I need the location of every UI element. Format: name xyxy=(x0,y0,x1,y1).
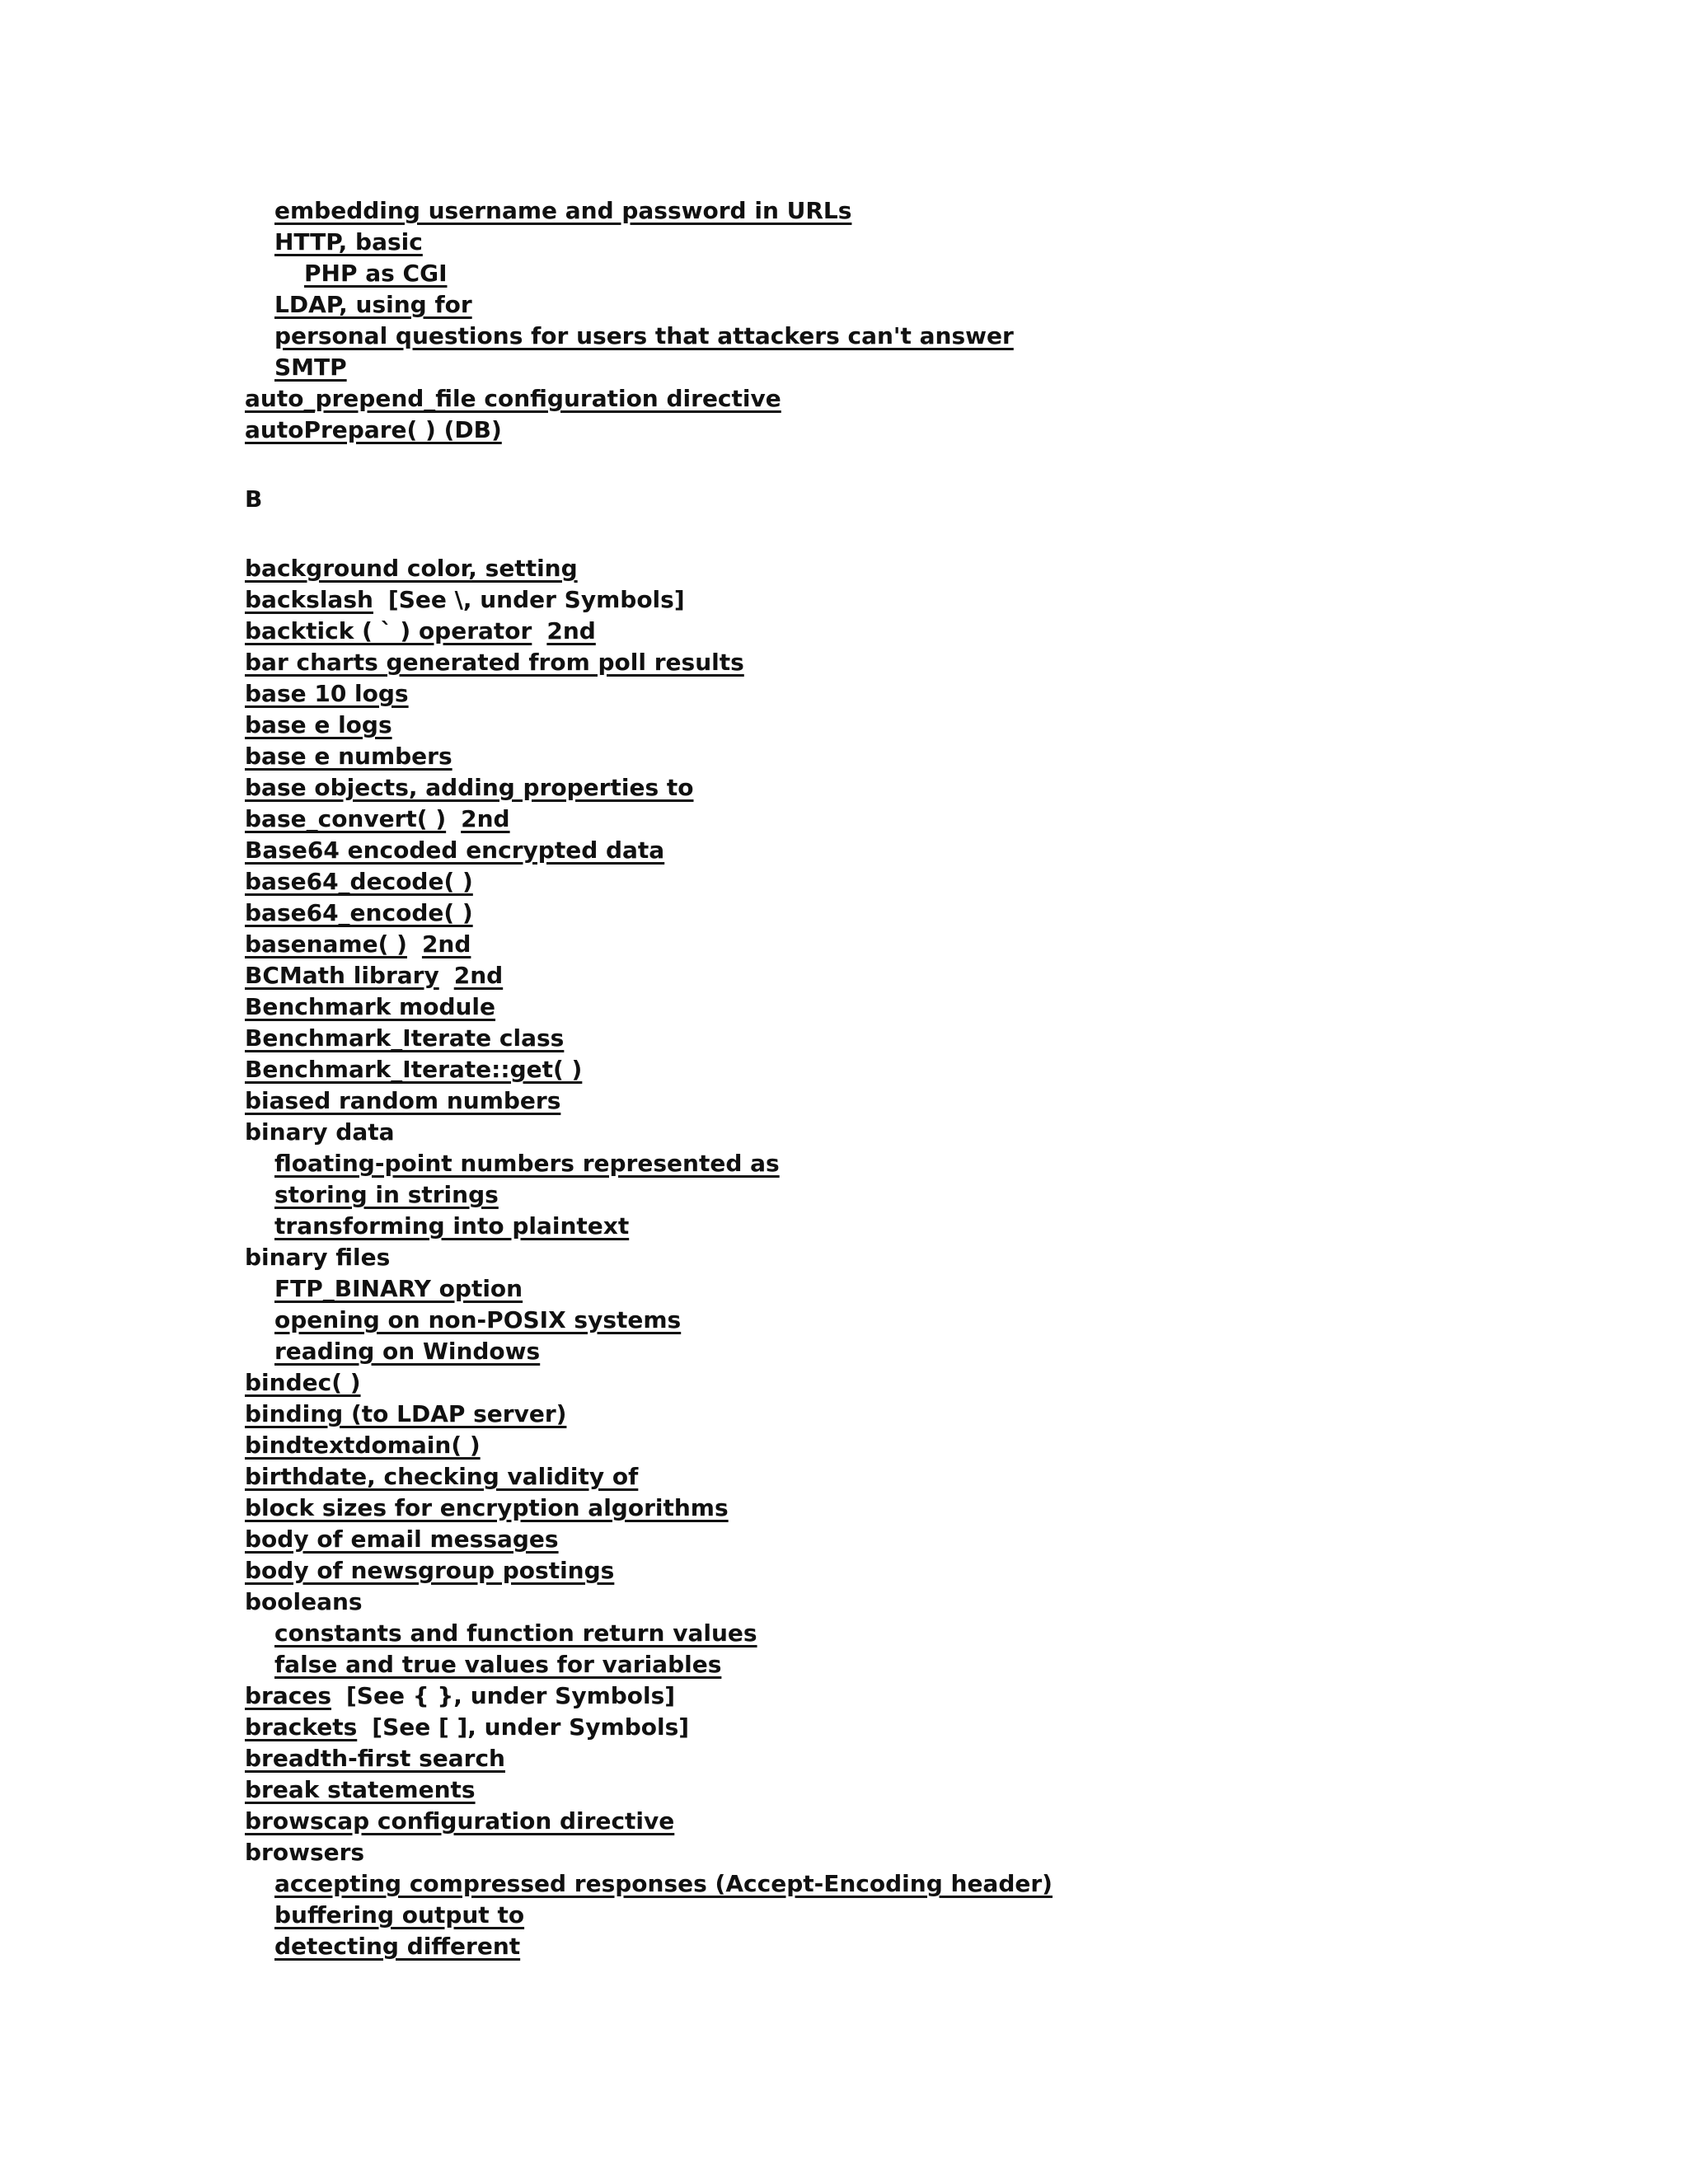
index-link[interactable]: buffering output to xyxy=(274,1901,525,1929)
index-entry-breadth-first-search xyxy=(245,1743,1564,1774)
second-reference-link[interactable]: 2nd xyxy=(421,930,471,958)
index-subentry-personal-questions-for-users-that-attack xyxy=(245,321,1564,352)
index-entry-base64-encoded-encrypted-data xyxy=(245,835,1564,866)
index-subentry-reading-on-windows xyxy=(245,1336,1564,1367)
index-term: binary data xyxy=(245,1118,395,1146)
index-subentry-ftp-binary-option xyxy=(245,1273,1564,1305)
index-entry-background-color-setting xyxy=(245,553,1564,584)
index-entry-block-sizes-for-encryption-algorithms xyxy=(245,1493,1564,1524)
index-link[interactable]: Base64 encoded encrypted data xyxy=(245,837,665,864)
section-gap xyxy=(245,446,1564,484)
second-reference-link[interactable]: 2nd xyxy=(546,617,596,644)
index-link[interactable]: HTTP, basic xyxy=(274,228,423,255)
index-link[interactable]: base objects, adding properties to xyxy=(245,774,694,801)
index-link[interactable]: constants and function return values xyxy=(274,1619,757,1647)
index-entry-browscap-configuration-directive xyxy=(245,1806,1564,1837)
index-link[interactable]: bindec( ) xyxy=(245,1369,361,1396)
index-subentry-smtp xyxy=(245,352,1564,383)
index-subentry-floating-point-numbers-represented-as xyxy=(245,1148,1564,1179)
index-entry-benchmark-module xyxy=(245,991,1564,1023)
index-link[interactable]: Benchmark_Iterate class xyxy=(245,1024,565,1052)
index-entry-base-e-numbers xyxy=(245,741,1564,772)
index-entry-backtick-operator xyxy=(245,616,1564,647)
index-link[interactable]: break statements xyxy=(245,1776,476,1803)
see-also-reference: [See { }, under Symbols] xyxy=(346,1682,676,1709)
index-subentry-buffering-output-to xyxy=(245,1900,1564,1931)
index-entry-base64-decode xyxy=(245,866,1564,898)
index-link[interactable]: backslash xyxy=(245,586,373,613)
index-entry-binary-files xyxy=(245,1242,1564,1273)
index-link[interactable]: detecting different xyxy=(274,1933,521,1960)
index-link[interactable]: opening on non-POSIX systems xyxy=(274,1306,682,1333)
index-entry-benchmark-iterate-get xyxy=(245,1054,1564,1085)
index-link[interactable]: false and true values for variables xyxy=(274,1651,722,1678)
index-term: browsers xyxy=(245,1839,365,1866)
index-link[interactable]: backtick ( ` ) operator xyxy=(245,617,532,644)
index-link[interactable]: background color, setting xyxy=(245,555,578,582)
index-entry-bar-charts-generated-from-poll-results xyxy=(245,647,1564,678)
index-link[interactable]: braces xyxy=(245,1682,331,1709)
index-subentry-storing-in-strings xyxy=(245,1179,1564,1211)
index-entry-booleans xyxy=(245,1586,1564,1618)
index-link[interactable]: bar charts generated from poll results xyxy=(245,649,744,676)
index-link[interactable]: Benchmark module xyxy=(245,993,496,1020)
index-term: binary files xyxy=(245,1244,391,1271)
index-entry-body-of-email-messages xyxy=(245,1524,1564,1555)
index-link[interactable]: accepting compressed responses (Accept-Encoding header) xyxy=(274,1870,1053,1897)
index-link[interactable]: block sizes for encryption algorithms xyxy=(245,1494,729,1521)
index-subentry-ldap-using-for xyxy=(245,289,1564,321)
section-letter-heading: B xyxy=(245,485,263,513)
index-term: booleans xyxy=(245,1588,363,1615)
index-link[interactable]: PHP as CGI xyxy=(304,260,448,287)
index-entry-base-objects-adding-properties-to xyxy=(245,772,1564,804)
index-entry-autoprepare-db xyxy=(245,415,1564,446)
index-subentry-accepting-compressed-responses-accept-en xyxy=(245,1868,1564,1900)
index-entry-bindtextdomain xyxy=(245,1430,1564,1461)
second-reference-link[interactable]: 2nd xyxy=(453,962,504,989)
index-link[interactable]: SMTP xyxy=(274,354,347,381)
index-subentry-false-and-true-values-for-variables xyxy=(245,1649,1564,1680)
index-subentry-http-basic xyxy=(245,227,1564,258)
index-link[interactable]: base64_encode( ) xyxy=(245,899,473,926)
index-link[interactable]: base64_decode( ) xyxy=(245,868,473,895)
index-link[interactable]: browscap configuration directive xyxy=(245,1807,675,1835)
index-entry-break-statements xyxy=(245,1774,1564,1806)
index-link[interactable]: body of newsgroup postings xyxy=(245,1557,615,1584)
index-entry-benchmark-iterate-class xyxy=(245,1023,1564,1054)
index-entry-base-10-logs xyxy=(245,678,1564,710)
index-subentry-opening-on-non-posix-systems xyxy=(245,1305,1564,1336)
index-link[interactable]: autoPrepare( ) (DB) xyxy=(245,416,502,443)
index-link[interactable]: FTP_BINARY option xyxy=(274,1275,523,1302)
index-link[interactable]: base_convert( ) xyxy=(245,805,447,832)
index-link[interactable]: binding (to LDAP server) xyxy=(245,1400,567,1427)
index-entry-browsers xyxy=(245,1837,1564,1868)
index-link[interactable]: birthdate, checking validity of xyxy=(245,1463,639,1490)
index-link[interactable]: embedding username and password in URLs xyxy=(274,197,852,224)
index-link[interactable]: personal questions for users that attackers can't answer xyxy=(274,322,1014,349)
index-subentry-detecting-different xyxy=(245,1931,1564,1962)
index-link[interactable]: body of email messages xyxy=(245,1526,559,1553)
index-entries-b xyxy=(245,553,1564,1962)
index-entry-birthdate-checking-validity-of xyxy=(245,1461,1564,1493)
see-also-reference: [See [ ], under Symbols] xyxy=(372,1713,690,1741)
index-entry-bindec xyxy=(245,1367,1564,1399)
index-entry-braces xyxy=(245,1680,1564,1712)
second-reference-link[interactable]: 2nd xyxy=(461,805,510,832)
index-link[interactable]: bindtextdomain( ) xyxy=(245,1432,481,1459)
index-link[interactable]: base e logs xyxy=(245,711,392,738)
index-link[interactable]: breadth-first search xyxy=(245,1745,505,1772)
index-link[interactable]: Benchmark_Iterate::get( ) xyxy=(245,1056,583,1083)
index-entry-basename xyxy=(245,929,1564,960)
index-link[interactable]: BCMath library xyxy=(245,962,439,989)
index-link[interactable]: storing in strings xyxy=(274,1181,499,1208)
index-entry-base-convert xyxy=(245,804,1564,835)
index-subentry-transforming-into-plaintext xyxy=(245,1211,1564,1242)
index-entry-base-e-logs xyxy=(245,710,1564,741)
index-link[interactable]: floating-point numbers represented as xyxy=(274,1150,780,1177)
index-link[interactable]: auto_prepend_file configuration directive xyxy=(245,385,781,412)
index-entry-body-of-newsgroup-postings xyxy=(245,1555,1564,1586)
section-gap xyxy=(245,515,1564,553)
index-page xyxy=(245,195,1564,1962)
index-entry-backslash xyxy=(245,584,1564,616)
index-link[interactable]: reading on Windows xyxy=(274,1338,541,1365)
index-link[interactable]: base e numbers xyxy=(245,743,452,770)
index-entry-base64-encode xyxy=(245,898,1564,929)
see-also-reference: [See \, under Symbols] xyxy=(387,586,685,613)
index-link[interactable]: brackets xyxy=(245,1713,358,1741)
index-link[interactable]: basename( ) xyxy=(245,930,407,958)
index-link[interactable]: transforming into plaintext xyxy=(274,1212,630,1240)
index-subentry-php-as-cgi xyxy=(245,258,1564,289)
index-subentry-embedding-username-and-password-in-urls xyxy=(245,195,1564,227)
index-entry-biased-random-numbers xyxy=(245,1085,1564,1117)
index-entries-continued xyxy=(245,195,1564,446)
index-link[interactable]: base 10 logs xyxy=(245,680,409,707)
index-entry-binary-data xyxy=(245,1117,1564,1148)
index-entry-auto-prepend-file-configuration-directiv xyxy=(245,383,1564,415)
index-entry-binding-to-ldap-server xyxy=(245,1399,1564,1430)
index-entry-brackets xyxy=(245,1712,1564,1743)
index-entry-bcmath-library xyxy=(245,960,1564,991)
index-subentry-constants-and-function-return-values xyxy=(245,1618,1564,1649)
index-link[interactable]: biased random numbers xyxy=(245,1087,561,1114)
index-link[interactable]: LDAP, using for xyxy=(274,291,472,318)
